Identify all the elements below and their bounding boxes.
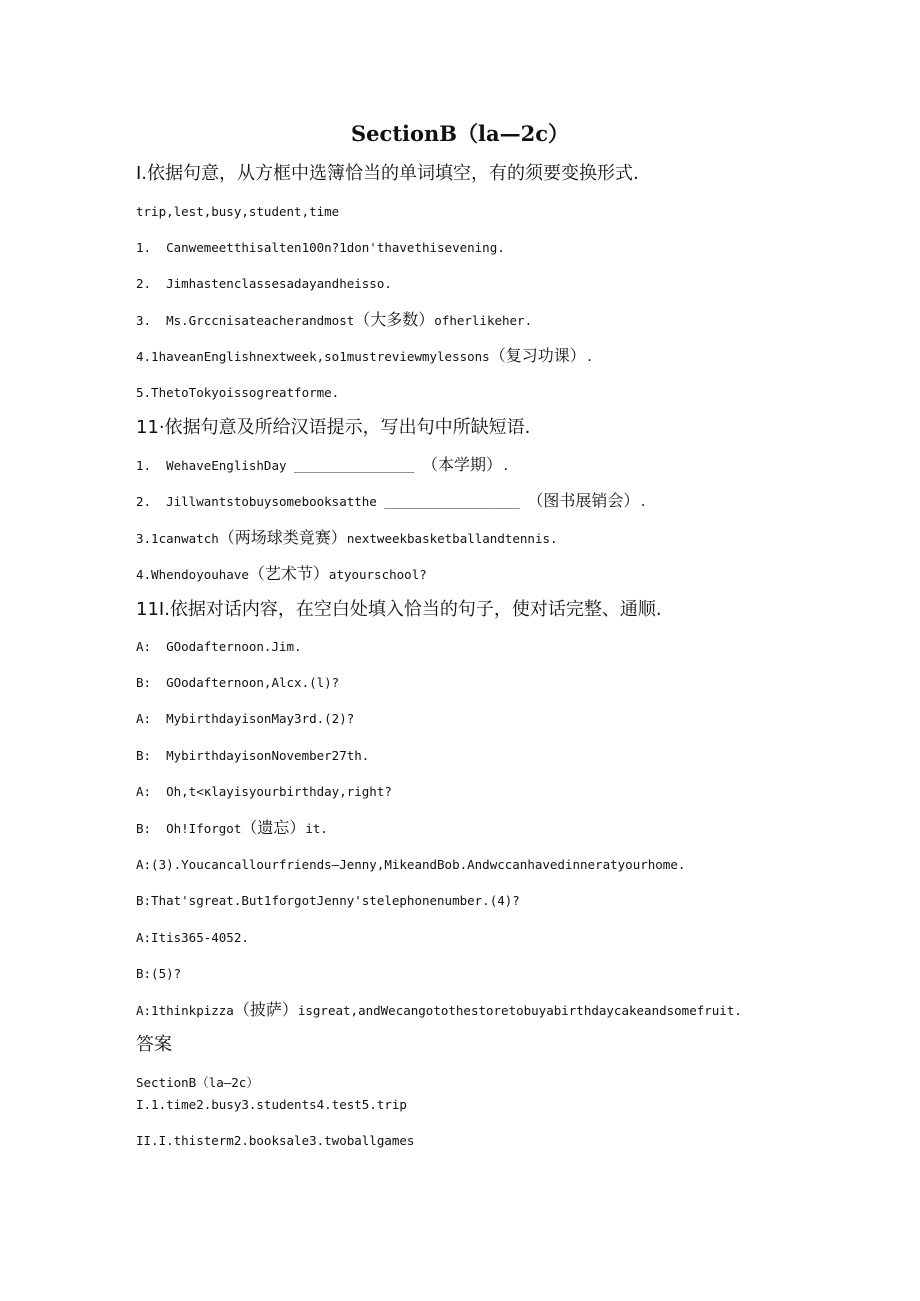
section-2-heading: 11·依据句意及所给汉语提示，写出句中所缺短语. [136, 417, 531, 438]
dialogue-11-text: A:1thinkpizza [136, 1003, 234, 1018]
section-1-item-5: 5.ThetoTokyoissogreatforme. [136, 385, 340, 400]
s2-item-2-tail: . [639, 494, 647, 509]
section-2-item-4 [136, 565, 427, 584]
item-4-text: 4.1haveanEnglishnextweek,so1mustreviewmylessons [136, 349, 490, 364]
item-4-rest: . [585, 349, 594, 364]
page-title: SectionB（la—2c） [351, 121, 569, 146]
s2-item-2-lead: 2. Jillwantstobuysomebooksatthe __________________ [136, 494, 528, 509]
item-3-hint: （大多数） [354, 310, 435, 329]
item-4-hint: （复习功课） [489, 346, 586, 365]
s2-item-4-hint: （艺术节） [248, 564, 329, 583]
dialogue-6-tail: it. [305, 821, 328, 836]
s2-item-4-lead: 4.Whendoyouhave [136, 567, 249, 582]
s2-item-4-tail: atyourschool? [328, 567, 427, 582]
s2-item-1-lead: 1. WehaveEnglishDay ________________ [136, 458, 422, 473]
dialogue-line-6 [136, 819, 328, 838]
word-box: trip,lest,busy,student,time [136, 204, 340, 219]
dialogue-line-8: B:That'sgreat.But1forgotJenny'stelephonenumber.(4)? [136, 893, 520, 908]
dialogue-line-1: A: GOodafternoon.Jim. [136, 639, 302, 654]
dialogue-line-11 [136, 1001, 742, 1020]
section-1-item-1: 1. Canwemeetthisalten100n?1don'thavethisevening. [136, 240, 505, 255]
answers-line-3: II.I.thisterm2.booksale3.twoballgames [136, 1133, 415, 1148]
s2-item-2-hint: （图书展销会） [527, 491, 640, 510]
section-1-item-2: 2. Jimhastenclassesadayandheisso. [136, 276, 392, 291]
dialogue-line-4: B: MybirthdayisonNovember27th. [136, 748, 370, 763]
section-3-heading: 11I.依据对话内容，在空白处填入恰当的句子，使对话完整、通顺. [136, 599, 662, 620]
section-2-item-1 [136, 456, 510, 475]
section-2-item-2 [136, 492, 647, 511]
dialogue-line-10: B:(5)? [136, 966, 182, 981]
dialogue-line-5: A: Oh,t<κlayisyourbirthday,right? [136, 784, 392, 799]
s2-item-1-tail: . [502, 458, 510, 473]
answers-heading: 答案 [136, 1034, 172, 1055]
dialogue-line-7: A:(3).Youcancallourfriends—Jenny,MikeandBob.Andwccanhavedinneratyourhome. [136, 857, 686, 872]
answers-line-2: I.1.time2.busy3.students4.test5.trip [136, 1097, 407, 1112]
item-3-rest: ofherlikeher. [434, 313, 533, 328]
section-1-item-3 [136, 311, 532, 330]
dialogue-line-9: A:Itis365-4052. [136, 930, 249, 945]
section-2-item-3 [136, 529, 558, 548]
answers-line-1: SectionB（la—2c） [136, 1075, 259, 1090]
dialogue-line-2: B: GOodafternoon,Alcx.(l)? [136, 675, 340, 690]
dialogue-line-3: A: MybirthdayisonMay3rd.(2)? [136, 711, 355, 726]
dialogue-6-text: B: Oh!Iforgot [136, 821, 242, 836]
section-1-heading: I.依据句意，从方框中选簿恰当的单词填空，有的须要变换形式. [136, 163, 639, 184]
s2-item-3-hint: （两场球类竟赛） [218, 528, 347, 547]
dialogue-11-tail: isgreat,andWecangotothestoretobuyabirthdaycakeandsomefruit. [297, 1003, 742, 1018]
s2-item-1-hint: （本学期） [421, 455, 502, 474]
s2-item-3-lead: 3.1canwatch [136, 531, 219, 546]
dialogue-6-hint: （遗忘） [241, 818, 306, 837]
dialogue-11-hint: （披萨） [233, 1000, 298, 1019]
s2-item-3-tail: nextweekbasketballandtennis. [346, 531, 558, 546]
item-3-text: 3. Ms.Grccnisateacherandmost [136, 313, 355, 328]
section-1-item-4 [136, 347, 593, 366]
